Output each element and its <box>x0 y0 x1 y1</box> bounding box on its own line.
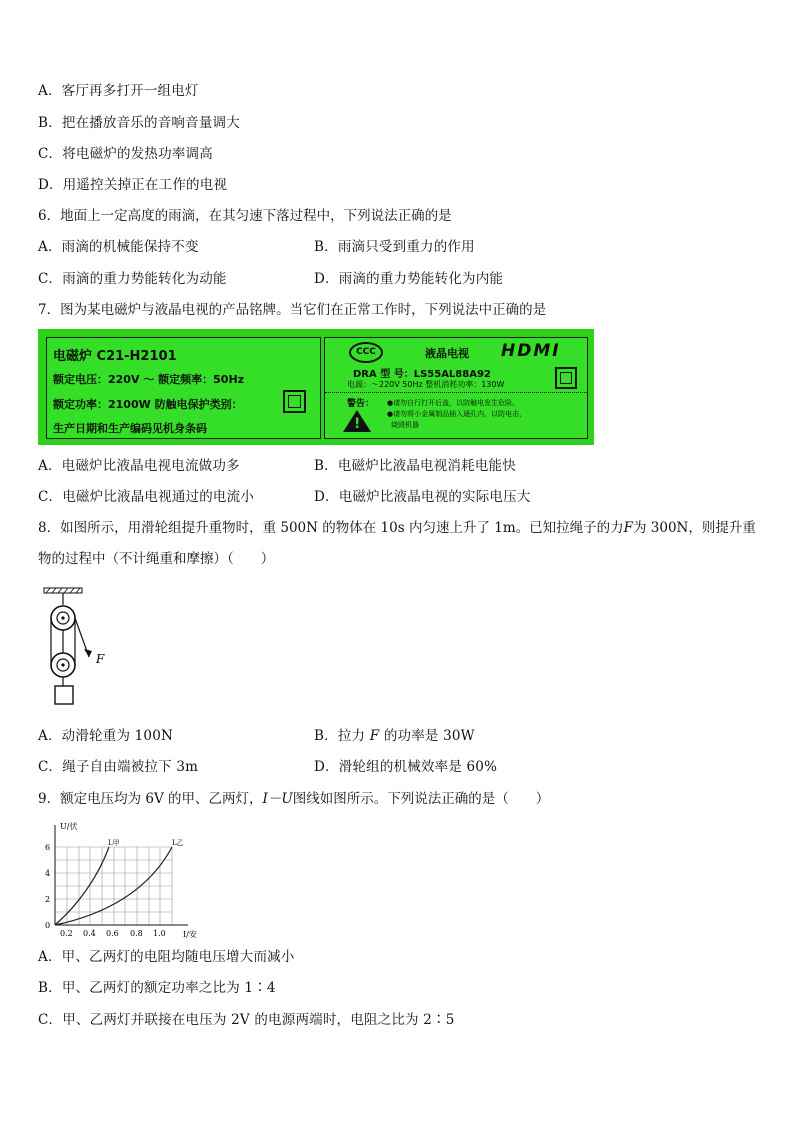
q8-option-a: A．动滑轮重为 100N <box>38 728 174 744</box>
q9-stem-symbol: I－U <box>262 791 293 807</box>
cooker-nameplate <box>46 337 321 439</box>
y-tick-4: 4 <box>45 869 51 878</box>
iu-graph <box>38 817 208 942</box>
q8-option-c: C．绳子自由端被拉下 3m <box>38 759 199 775</box>
q5-option-a: A．客厅再多打开一组电灯 <box>38 83 199 99</box>
y-axis-label: U/伏 <box>60 822 78 831</box>
y-tick-0: 0 <box>45 921 51 930</box>
cooker-power-class: 额定功率：2100W 防触电保护类别： <box>53 398 243 411</box>
force-label: F <box>96 652 105 666</box>
hdmi-logo: HDMI <box>501 341 561 361</box>
x-tick-0.2: 0.2 <box>60 929 73 938</box>
q9-stem-prefix: 9．额定电压均为 6V 的甲、乙两灯， <box>38 791 263 807</box>
q6-option-d: D．雨滴的重力势能转化为内能 <box>314 271 504 287</box>
tv-double-insulation-icon <box>555 367 577 389</box>
q7-option-a: A．电磁炉比液晶电视电流做功多 <box>38 458 240 474</box>
x-tick-0.6: 0.6 <box>106 929 119 938</box>
x-axis-label: I/安 <box>183 930 197 939</box>
y-tick-2: 2 <box>45 895 51 904</box>
warning-line-3: 烧毁机器 <box>391 421 419 429</box>
q8-stem-line-1 <box>38 519 756 537</box>
nameplate-divider <box>325 392 587 393</box>
q5-option-d: D．用遥控关掉正在工作的电视 <box>38 177 228 193</box>
warning-heading: 警告： <box>347 399 375 409</box>
warning-line-1: ●请勿自行打开后盖，以防触电发生危险。 <box>387 399 520 407</box>
double-insulation-icon <box>283 390 306 413</box>
cooker-production-date: 生产日期和生产编码见机身条码 <box>53 422 207 435</box>
q8-option-d: D．滑轮组的机械效率是 60% <box>314 759 498 775</box>
cooker-title: 电磁炉 C21-H2101 <box>53 349 177 364</box>
q9-option-b: B．甲、乙两灯的额定功率之比为 1∶4 <box>38 980 276 996</box>
tv-power-spec: 电源：～220V 50Hz 整机消耗功率：130W <box>347 380 505 389</box>
y-tick-6: 6 <box>45 843 51 852</box>
tv-model: DRA 型 号：LS55AL88A92 <box>353 369 491 380</box>
q9-stem <box>38 790 549 808</box>
graph-grid <box>55 847 172 925</box>
q7-option-d: D．电磁炉比液晶电视的实际电压大 <box>314 489 531 505</box>
q9-stem-suffix: 图线如图所示。下列说法正确的是（ ） <box>292 791 550 807</box>
q9-option-c: C．甲、乙两灯并联接在电压为 2V 的电源两端时，电阻之比为 2∶5 <box>38 1012 455 1028</box>
q7-option-b: B．电磁炉比液晶电视消耗电能快 <box>314 458 516 474</box>
q8-stem-text: 8．如图所示，用滑轮组提升重物时，重 500N 的物体在 10s 内匀速上升了 1m。已知拉绳子的力 <box>38 520 624 536</box>
q7-option-c: C．电磁炉比液晶电视通过的电流小 <box>38 489 255 505</box>
x-tick-1.0: 1.0 <box>153 929 166 938</box>
load-block <box>55 686 73 704</box>
q8-option-b-prefix: B．拉力 <box>314 728 366 744</box>
q8-stem-line-2: 物的过程中（不计绳重和摩擦）（ ） <box>38 551 275 567</box>
curve-l-yi-label: L乙 <box>172 839 184 847</box>
curve-l-jia-label: L甲 <box>108 839 120 847</box>
q6-option-c: C．雨滴的重力势能转化为动能 <box>38 271 227 287</box>
q6-option-a: A．雨滴的机械能保持不变 <box>38 239 199 255</box>
tv-title: 液晶电视 <box>425 347 469 360</box>
q5-option-c: C．将电磁炉的发热功率调高 <box>38 146 213 162</box>
q9-option-a: A．甲、乙两灯的电阻均随电压增大而减小 <box>38 949 295 965</box>
q8-option-b-symbol: F <box>369 728 380 744</box>
q6-stem: 6．地面上一定高度的雨滴，在其匀速下落过程中，下列说法正确的是 <box>38 208 452 224</box>
q6-option-b: B．雨滴只受到重力的作用 <box>314 239 475 255</box>
x-tick-0.4: 0.4 <box>83 929 96 938</box>
warning-line-2: ●请勿将小金属制品插入通孔内，以防电击， <box>387 410 527 418</box>
product-nameplate-image <box>38 329 594 445</box>
ccc-certification-icon: CCC <box>349 342 383 363</box>
x-tick-0.8: 0.8 <box>130 929 143 938</box>
pulley-system-figure <box>38 585 118 710</box>
q8-stem-text-2: 为 300N，则提升重 <box>633 520 756 536</box>
q8-option-b <box>314 727 475 745</box>
q8-option-b-suffix: 的功率是 30W <box>383 728 475 744</box>
q8-force-symbol: F <box>623 520 633 536</box>
q5-option-b: B．把在播放音乐的音响音量调大 <box>38 115 240 131</box>
warning-triangle-icon <box>343 410 371 432</box>
cooker-voltage-frequency: 额定电压：220V ～ 额定频率：50Hz <box>53 373 245 386</box>
tv-nameplate <box>324 337 588 439</box>
q7-stem: 7．图为某电磁炉与液晶电视的产品铭牌。当它们在正常工作时，下列说法中正确的是 <box>38 302 547 318</box>
